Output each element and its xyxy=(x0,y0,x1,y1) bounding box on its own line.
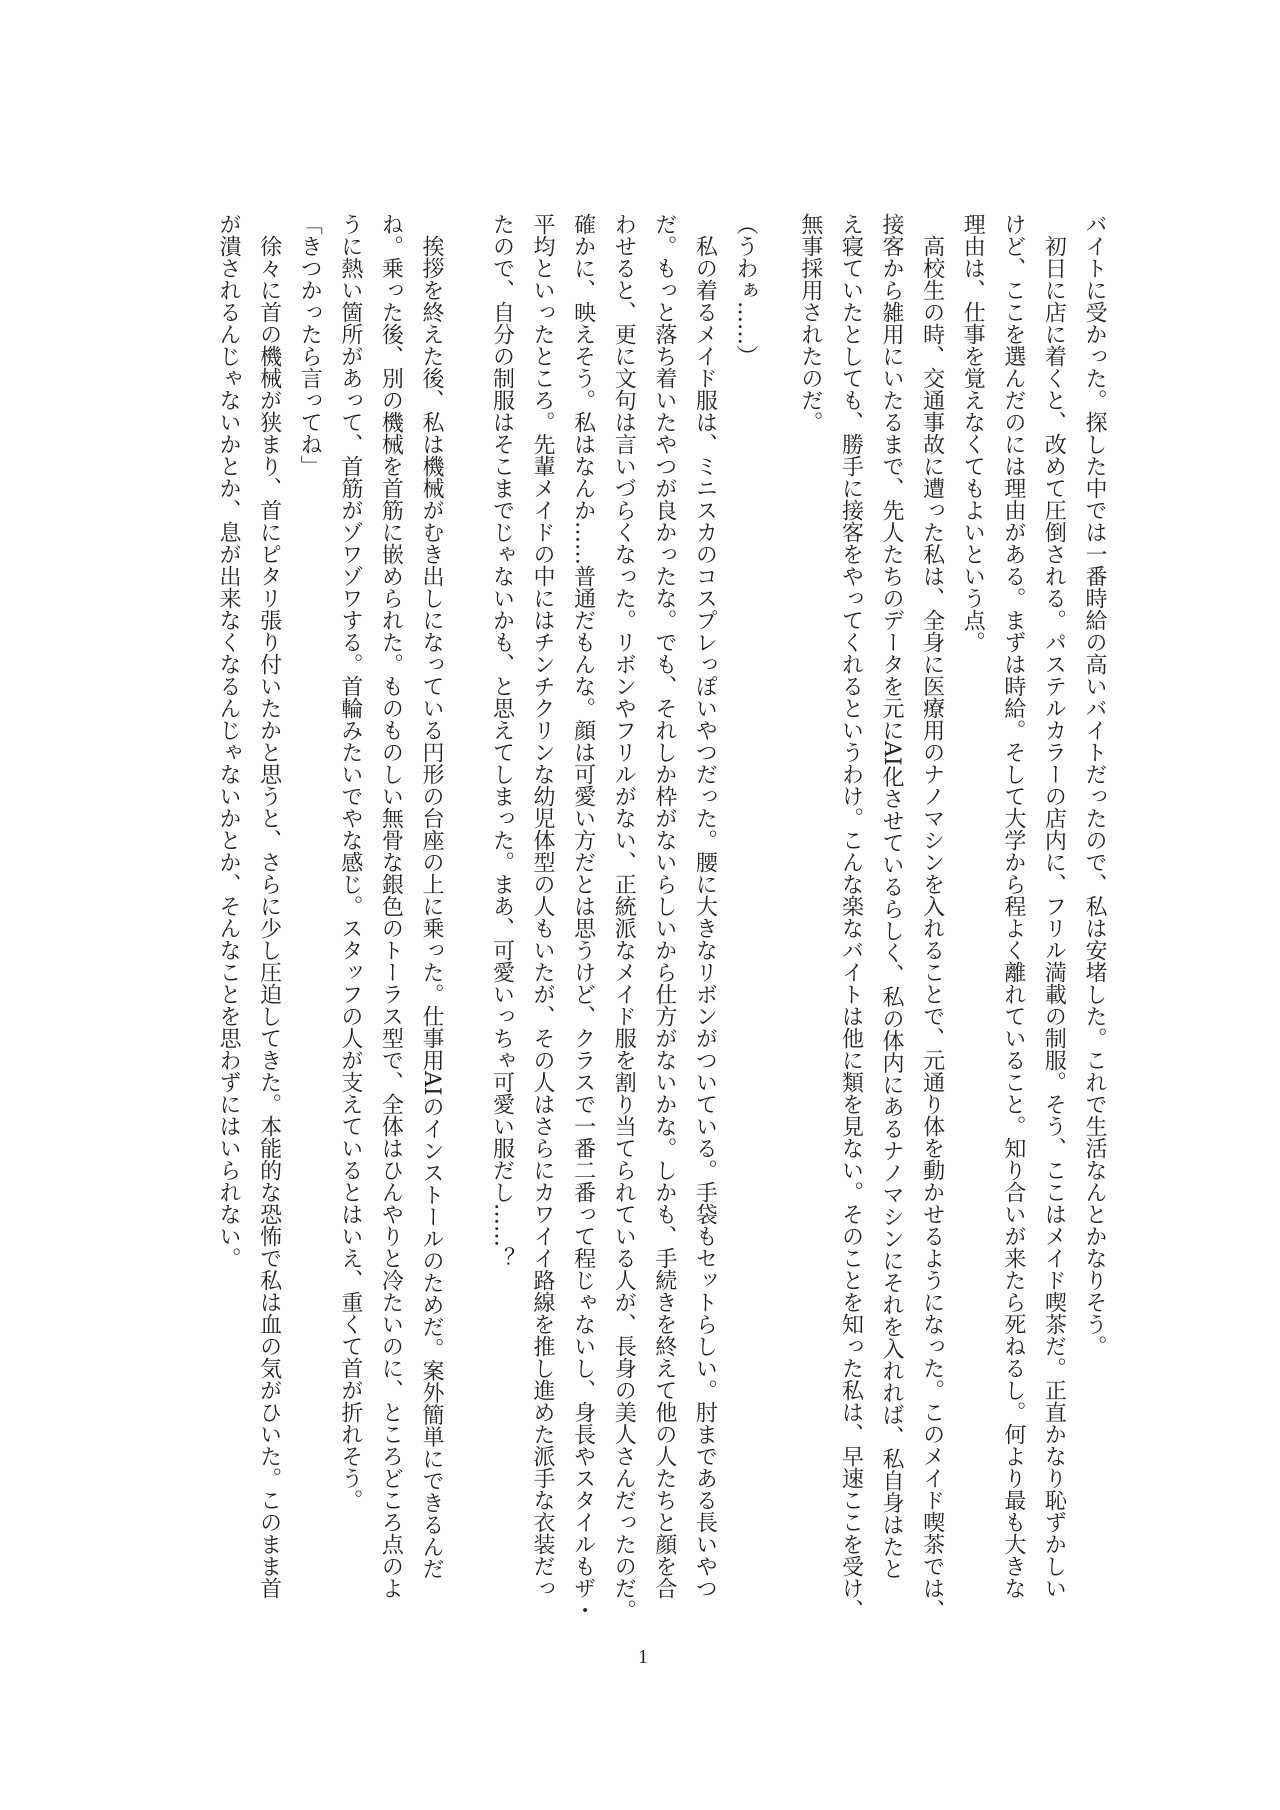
text-section-3 xyxy=(207,213,451,1633)
text-section-2 xyxy=(481,213,765,1633)
text-column: だ。もっと落ち着いたやつが良かったな。でも、それしか枠がないらしいから仕方がないかな。しかも、手続きを終えて他の人たちと顔を合 xyxy=(651,213,677,1599)
text-column: バイトに受かった。探した中では一番時給の高いバイトだったので、私は安堵した。これで生活なんとかなりそう。 xyxy=(1082,213,1107,1357)
text-column: 徐々に首の機械が狭まり、首にピタリ張り付いたかと思うと、さらに少し圧迫してきた。本能的な恐怖で私は血の気がひいた。このまま首 xyxy=(256,213,282,1599)
text-column: 無事採用されたのだ。 xyxy=(797,213,823,433)
text-column: わせると、更に文句は言いづらくなった。リボンやフリルがない、正統派なメイド服を割り当てられている人が、長身の美人さんだったのだ。 xyxy=(611,213,637,1621)
text-column: 理由は、仕事を覚えなくてもよいという点。 xyxy=(960,213,986,653)
text-column: 私の着るメイド服は、ミニスカのコスプレっぽいやつだった。腰に大きなリボンがついている。手袋もセットらしい。肘まである長いやつ xyxy=(692,213,718,1599)
text-column: 初日に店に着くと、改めて圧倒される。パステルカラーの店内に、フリル満載の制服。そう、ここはメイド喫茶だ。正直かなり恥ずかしい xyxy=(1041,213,1067,1599)
text-column: え寝ていたとしても、勝手に接客をやってくれるというわけ。こんな楽なバイトは他に類を見ない。そのことを知った私は、早速ここを受け、 xyxy=(838,213,864,1621)
text-column: うに熱い箇所があって、首筋がゾワゾワする。首輪みたいでやな感じ。スタッフの人が支えているとはいえ、重くて首が折れそう。 xyxy=(337,213,363,1511)
text-column: 確かに、映えそう。私はなんか……普通だもんな。顔は可愛い方だとは思うけど、クラスで一番二番って程じゃないし、身長やスタイルもザ・ xyxy=(570,213,596,1621)
page-number: 1 xyxy=(638,1646,648,1668)
text-column: 接客から雑用にいたるまで、先人たちのデータを元にAI化させているらしく、私の体内にあるナノマシンにそれを入れれば、私自身はたと xyxy=(879,213,905,1580)
text-column: 平均といったところ。先輩メイドの中にはチンチクリンな幼児体型の人もいたが、その人はさらにカワイイ路線を推し進めた派手な衣装だっ xyxy=(530,213,556,1599)
text-column: けど、ここを選んだのには理由がある。まずは時給。そして大学から程よく離れていること。知り合いが来たら死ねるし。何より最も大きな xyxy=(1000,213,1026,1599)
text-column: たので、自分の制服はそこまでじゃないかも、と思えてしまった。まあ、可愛いっちゃ可愛い服だし……？ xyxy=(489,213,515,1269)
text-column: 「きつかったら言ってね」 xyxy=(297,213,323,477)
text-column: が潰されるんじゃないかとか、息が出来なくなるんじゃないかとか、そんなことを思わずにはいられない。 xyxy=(216,213,242,1269)
text-column: 高校生の時、交通事故に遭った私は、全身に医療用のナノマシンを入れることで、元通り体を動かせるようになった。このメイド喫茶では、 xyxy=(919,213,945,1621)
text-column: （うわぁ……） xyxy=(733,213,758,367)
text-section-1 xyxy=(789,213,1114,1633)
text-column: 挨拶を終えた後、私は機械がむき出しになっている円形の台座の上に乗った。仕事用AIのインストールのためだ。案外簡単にできるんだ xyxy=(419,213,444,1580)
text-column: ね。乗った後、別の機械を首筋に嵌められた。ものものしい無骨な銀色のトーラス型で、全体はひんやりと冷たいのに、ところどころ点のよ xyxy=(378,213,404,1599)
